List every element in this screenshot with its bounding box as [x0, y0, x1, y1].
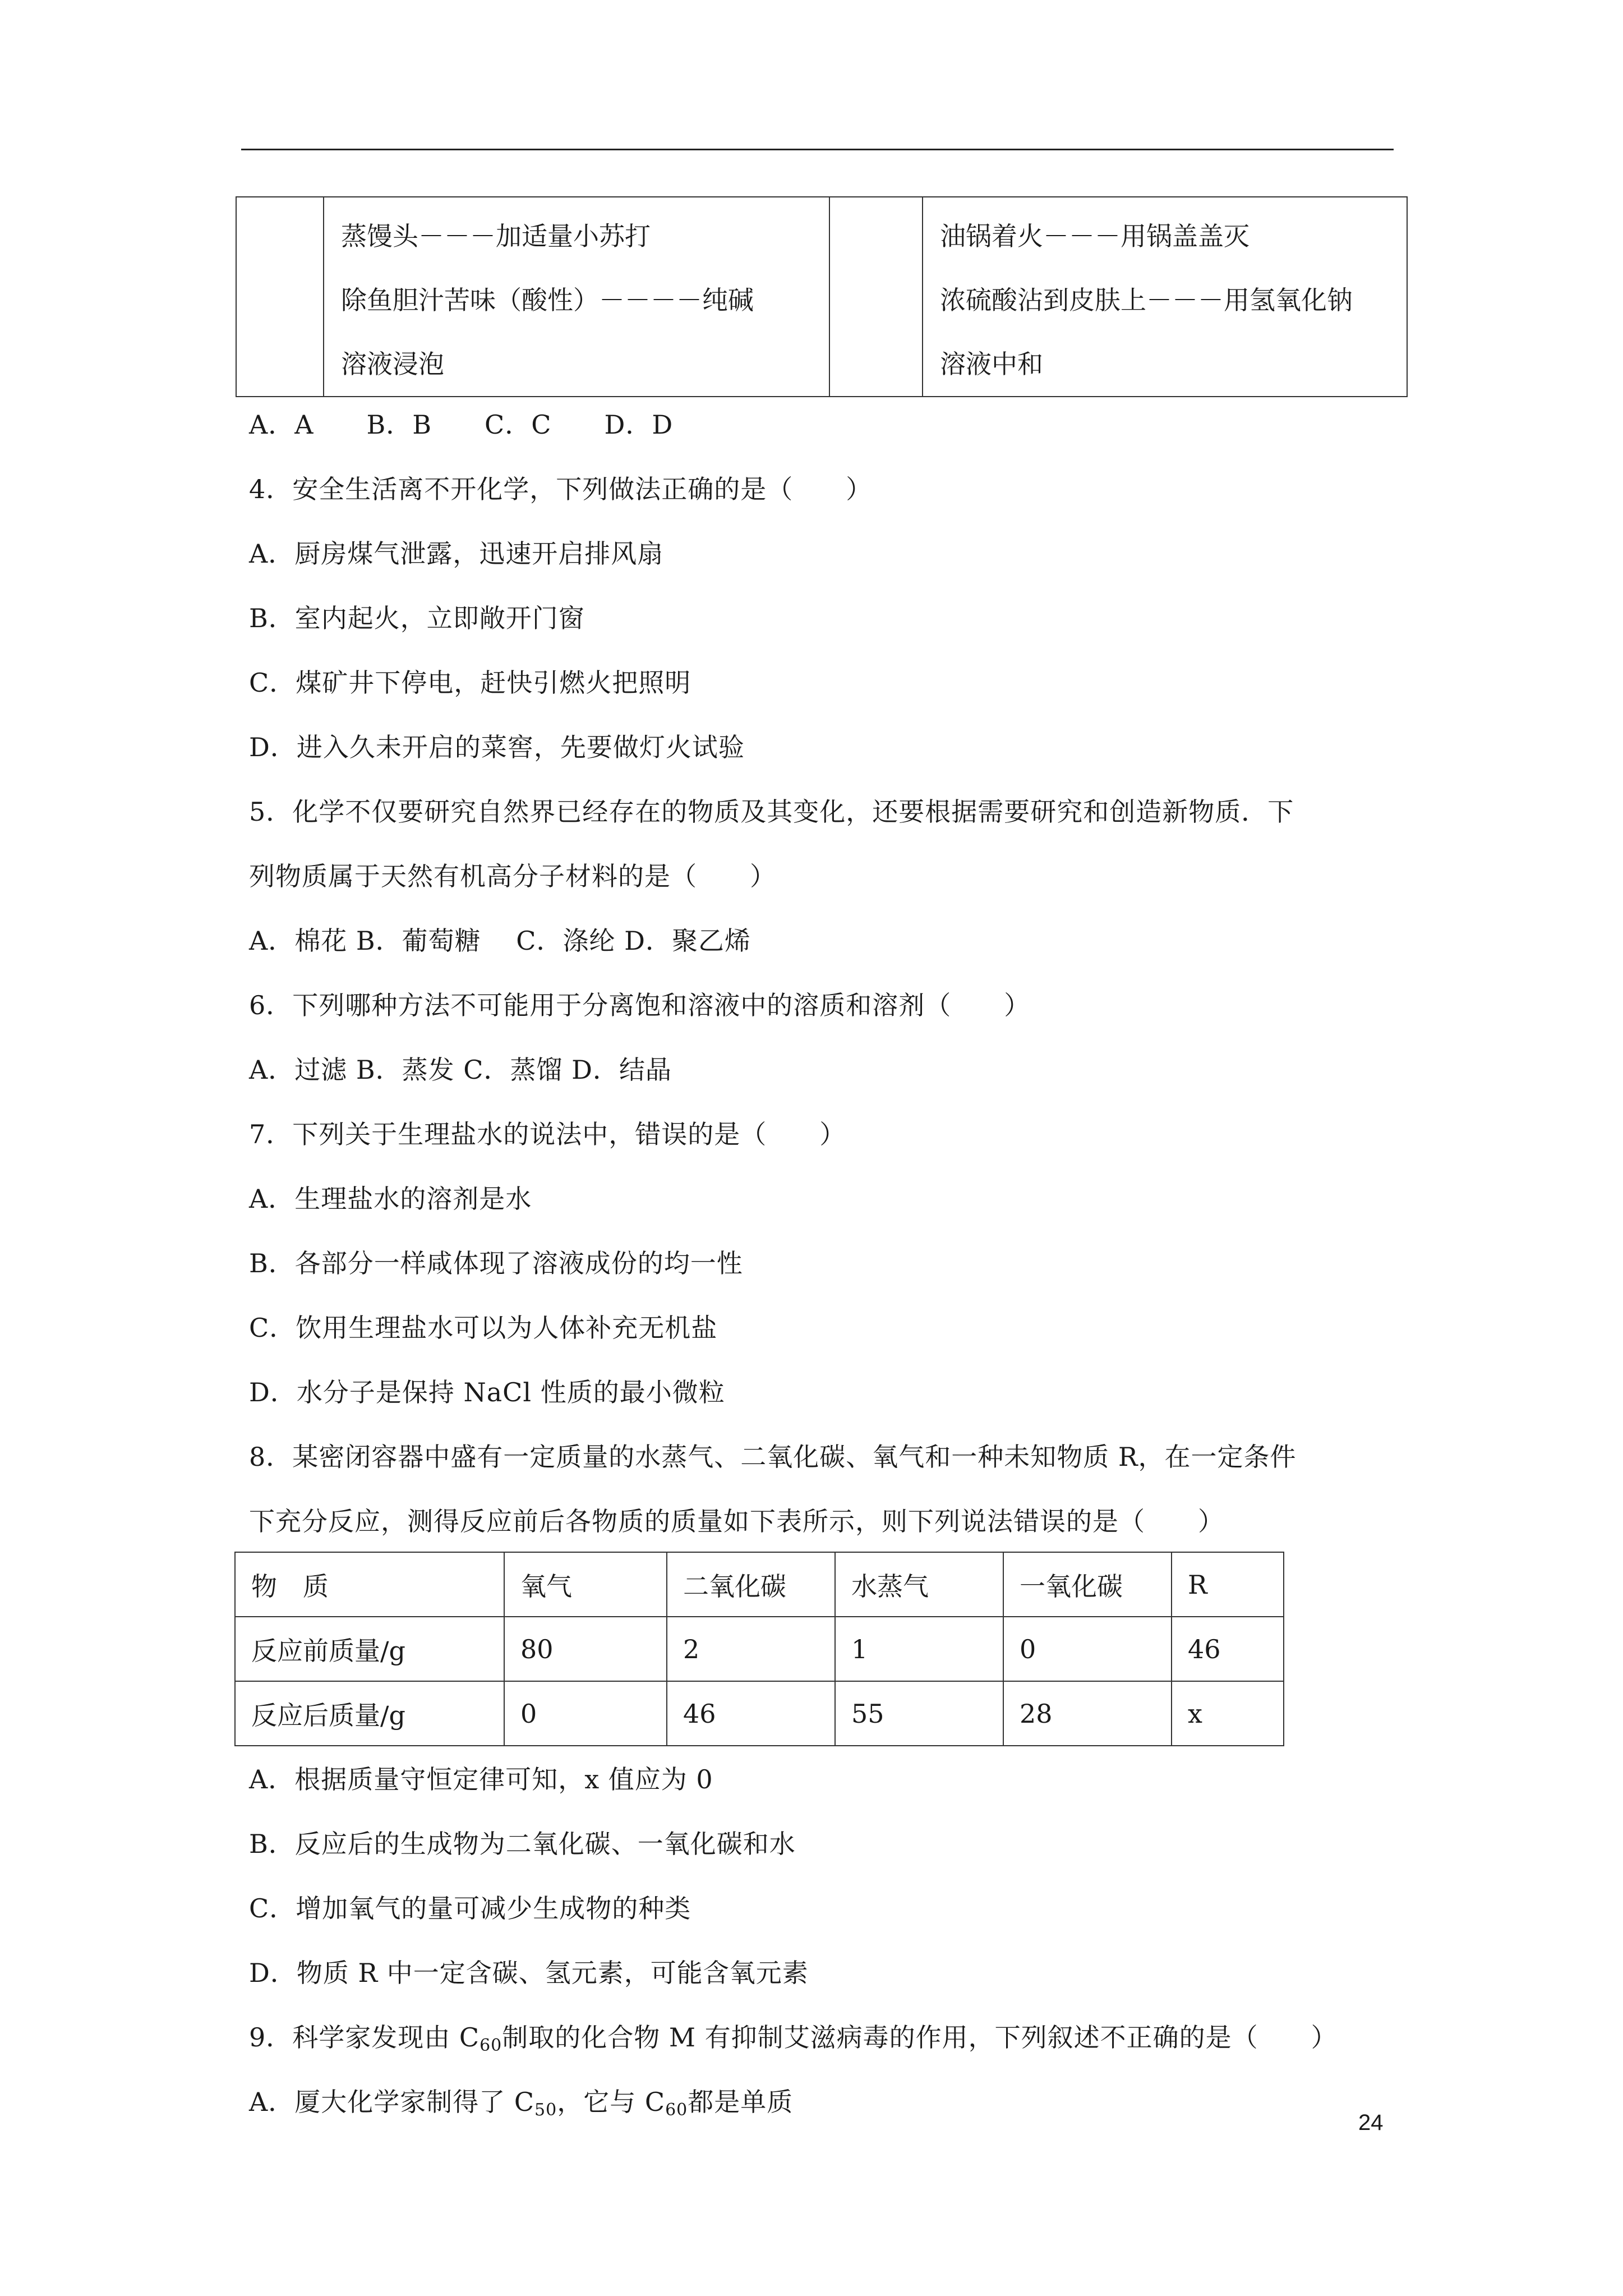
cell-line: 浓硫酸沾到皮肤上－－－用氢氧化钠 — [940, 285, 1353, 315]
q8-option-d: D．物质 R 中一定含碳、氢元素，可能含氧元素 — [249, 1958, 809, 1988]
q9-option-a — [249, 2085, 793, 2119]
table-header-cell: 氧气 — [504, 1552, 667, 1617]
q5-stem-line1: 5．化学不仅要研究自然界已经存在的物质及其变化，还要根据需要研究和创造新物质．下 — [249, 797, 1294, 827]
header-rule — [241, 149, 1394, 150]
q9-option-a-text: ，它与 C — [557, 2087, 666, 2117]
table-header-cell: 一氧化碳 — [1003, 1552, 1172, 1617]
page-number: 24 — [1358, 2110, 1384, 2135]
q4-option-c: C．煤矿井下停电，赶快引燃火把照明 — [249, 668, 691, 698]
table-cell: 1 — [835, 1617, 1003, 1681]
option-label-cell — [829, 197, 923, 397]
table-cell: 46 — [1172, 1617, 1284, 1681]
q6-stem: 6．下列哪种方法不可能用于分离饱和溶液中的溶质和溶剂（ ） — [249, 990, 1031, 1020]
q7-option-c: C．饮用生理盐水可以为人体补充无机盐 — [249, 1313, 718, 1343]
table-row — [235, 1617, 1284, 1681]
table-cell: 反应前质量/g — [235, 1617, 504, 1681]
q9-option-a-text: 都是单质 — [688, 2087, 794, 2117]
q4-stem: 4．安全生活离不开化学，下列做法正确的是（ ） — [249, 474, 873, 504]
table-cell: 46 — [667, 1681, 835, 1746]
q4-option-d: D．进入久未开启的菜窖，先要做灯火试验 — [249, 732, 745, 762]
q9-option-a-text: A．厦大化学家制得了 C — [249, 2087, 535, 2117]
table-header-cell: R — [1172, 1552, 1284, 1617]
table-header-row — [235, 1552, 1284, 1617]
q6-options: A．过滤 B．蒸发 C．蒸馏 D．结晶 — [249, 1055, 672, 1085]
table-header-cell: 水蒸气 — [835, 1552, 1003, 1617]
option-right-cell — [923, 197, 1407, 397]
option-label-cell — [236, 197, 324, 397]
q8-stem-line2: 下充分反应，测得反应前后各物质的质量如下表所示，则下列说法错误的是（ ） — [249, 1506, 1224, 1536]
q9-stem-text: 9．科学家发现由 C — [249, 2022, 480, 2053]
cell-line: 溶液中和 — [940, 349, 1043, 379]
q3-options: A．A B．B C．C D．D — [249, 409, 674, 440]
cell-line: 除鱼胆汁苦味（酸性）－－－－纯碱 — [341, 285, 754, 315]
q7-option-d: D．水分子是保持 NaCl 性质的最小微粒 — [249, 1377, 725, 1407]
cell-line: 溶液浸泡 — [341, 349, 444, 379]
option-left-cell — [324, 197, 829, 397]
q8-option-b: B．反应后的生成物为二氧化碳、一氧化碳和水 — [249, 1829, 796, 1859]
q5-stem-line2: 列物质属于天然有机高分子材料的是（ ） — [249, 861, 776, 891]
table-cell: 反应后质量/g — [235, 1681, 504, 1746]
q8-stem-line1: 8．某密闭容器中盛有一定质量的水蒸气、二氧化碳、氧气和一种未知物质 R，在一定条件 — [249, 1442, 1297, 1472]
q9-option-a-subscript: 50 — [534, 2100, 557, 2120]
q8-option-c: C．增加氧气的量可减少生成物的种类 — [249, 1893, 691, 1924]
table-header-cell: 二氧化碳 — [667, 1552, 835, 1617]
q8-option-a: A．根据质量守恒定律可知，x 值应为 0 — [249, 1764, 713, 1795]
q7-option-b: B．各部分一样咸体现了溶液成份的均一性 — [249, 1248, 743, 1278]
table-cell: 80 — [504, 1617, 667, 1681]
q9-option-a-subscript: 60 — [665, 2100, 688, 2120]
q5-options: A．棉花 B．葡萄糖 C．涤纶 D．聚乙烯 — [249, 926, 751, 956]
table-cell: 0 — [1003, 1617, 1172, 1681]
q9-stem-subscript: 60 — [479, 2036, 502, 2055]
q4-option-b: B．室内起火，立即敞开门窗 — [249, 603, 585, 633]
table-cell: 0 — [504, 1681, 667, 1746]
table-row — [235, 1681, 1284, 1746]
q9-stem — [249, 2021, 1338, 2054]
table-cell: 28 — [1003, 1681, 1172, 1746]
continued-options-table — [236, 196, 1408, 397]
cell-line: 油锅着火－－－用锅盖盖灭 — [940, 221, 1249, 251]
q7-stem: 7．下列关于生理盐水的说法中，错误的是（ ） — [249, 1119, 846, 1149]
mass-table — [234, 1552, 1284, 1746]
q7-option-a: A．生理盐水的溶剂是水 — [249, 1184, 532, 1214]
q9-stem-text: 制取的化合物 M 有抑制艾滋病毒的作用，下列叙述不正确的是（ ） — [502, 2022, 1338, 2053]
table-cell: x — [1172, 1681, 1284, 1746]
table-cell: 55 — [835, 1681, 1003, 1746]
table-header-cell: 物 质 — [235, 1552, 504, 1617]
q4-option-a: A．厨房煤气泄露，迅速开启排风扇 — [249, 539, 664, 569]
table-cell: 2 — [667, 1617, 835, 1681]
cell-line: 蒸馒头－－－加适量小苏打 — [341, 221, 651, 251]
